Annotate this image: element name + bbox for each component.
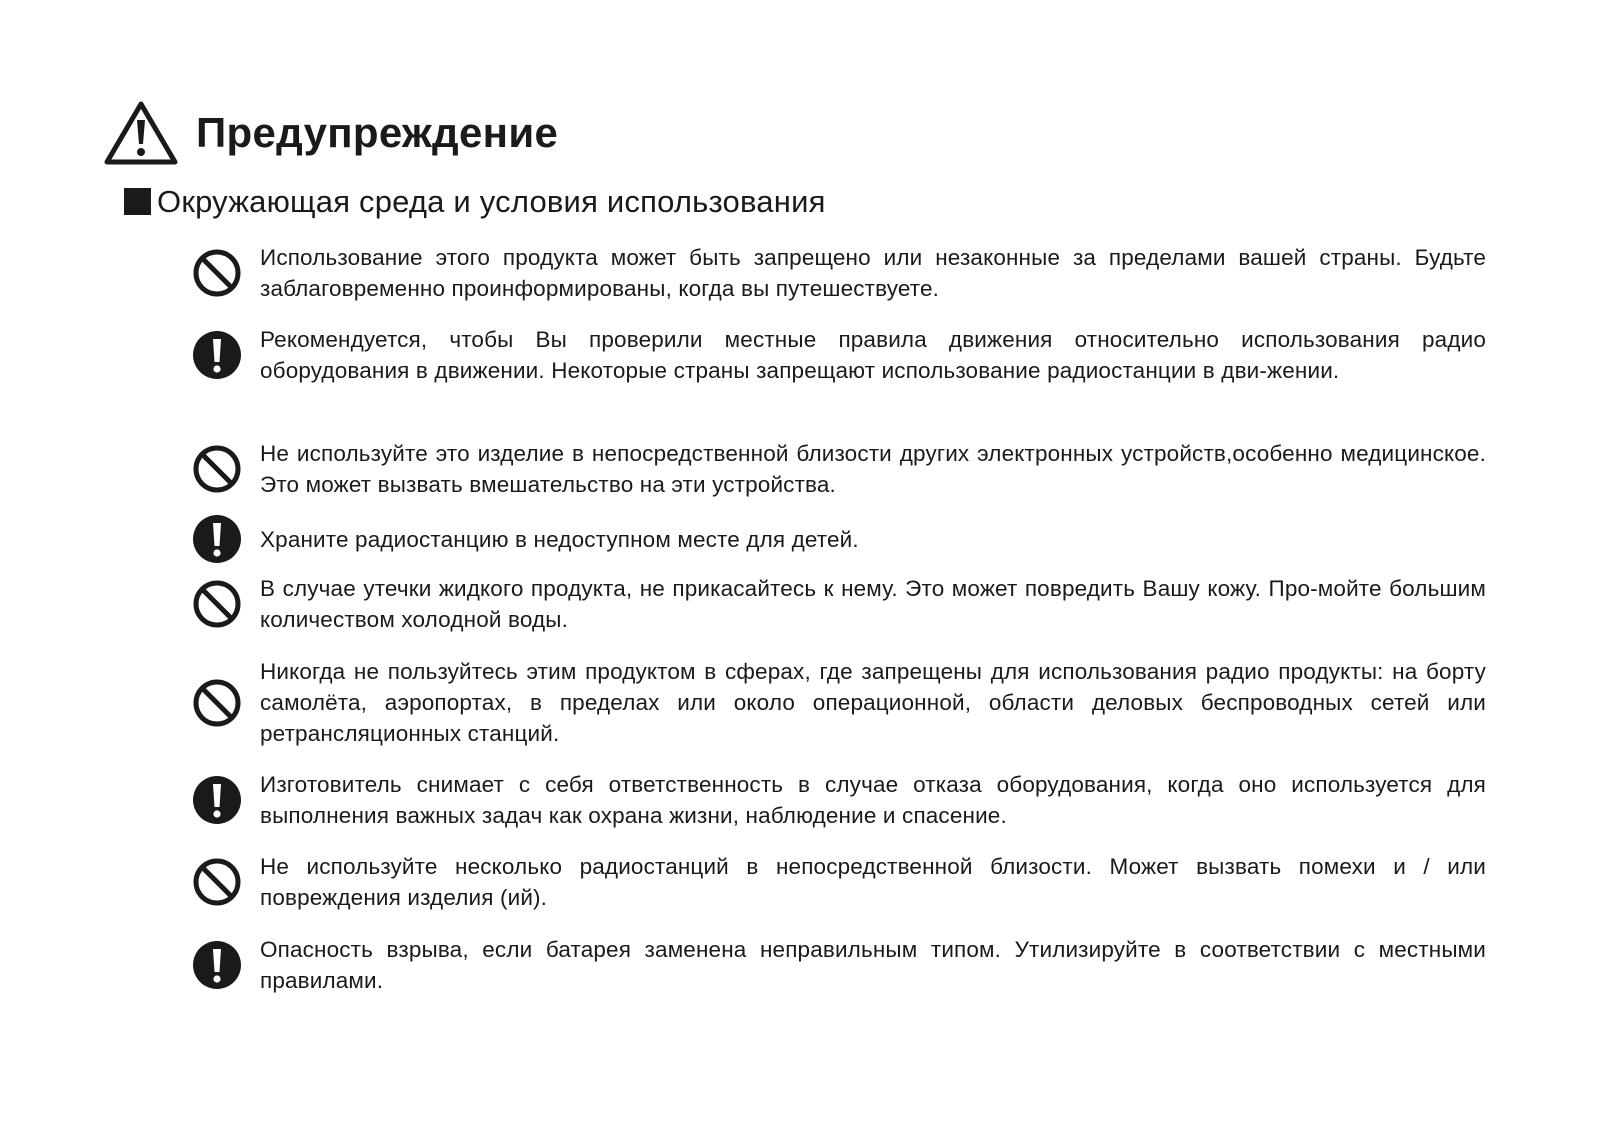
warning-triangle-icon	[104, 100, 178, 166]
section-title-text: Окружающая среда и условия использования	[157, 184, 826, 219]
warning-item	[192, 769, 1486, 831]
warning-item	[192, 851, 1486, 913]
warning-item	[192, 514, 1486, 564]
page-header	[104, 100, 558, 166]
exclamation-icon	[192, 330, 242, 380]
prohibition-icon	[192, 444, 242, 494]
warning-item-text: Рекомендуется, чтобы Вы проверили местные правила движения относительно использования радио оборудования в движении. Некоторые страны запрещают использование радиостанции в дви-жении.	[260, 327, 1486, 383]
prohibition-icon	[192, 579, 242, 629]
warning-item-text: Использование этого продукта может быть запрещено или незаконные за пределами вашей страны. Будьте заблаговременно проинформированы, когда вы путешествуете.	[260, 245, 1486, 301]
warning-item-text: Изготовитель снимает с себя ответственность в случае отказа оборудования, когда оно используется для выполнения важных задач как охрана жизни, наблюдение и спасение.	[260, 772, 1486, 828]
warning-item-text: Опасность взрыва, если батарея заменена неправильным типом. Утилизируйте в соответствии с местными правилами.	[260, 937, 1486, 993]
warning-item	[192, 573, 1486, 635]
warning-item-text: Никогда не пользуйтесь этим продуктом в сферах, где запрещены для использования радио продукты: на борту самолёта, аэропортах, в пределах или около операционной, области деловых беспроводных сетей или ретрансляционных станций.	[260, 659, 1486, 746]
page-title: Предупреждение	[196, 109, 559, 156]
warning-item	[192, 656, 1486, 749]
exclamation-icon	[192, 514, 242, 564]
warning-item-text: В случае утечки жидкого продукта, не прикасайтесь к нему. Это может повредить Вашу кожу. Про-мойте большим количеством холодной воды.	[260, 576, 1486, 632]
section-title	[124, 186, 826, 217]
warning-item-text: Не используйте несколько радиостанций в непосредственной близости. Может вызвать помехи и / или повреждения изделия (ий).	[260, 854, 1486, 910]
exclamation-icon	[192, 940, 242, 990]
prohibition-icon	[192, 678, 242, 728]
warning-item-text: Храните радиостанцию в недоступном месте для детей.	[260, 526, 859, 552]
warning-item	[192, 934, 1486, 996]
warning-item	[192, 242, 1486, 304]
warning-item	[192, 324, 1486, 386]
exclamation-icon	[192, 775, 242, 825]
prohibition-icon	[192, 248, 242, 298]
warning-item-text: Не используйте это изделие в непосредственной близости других электронных устройств,особенно медицинское. Это может вызвать вмешательство на эти устройства.	[260, 441, 1486, 497]
square-bullet-icon	[124, 188, 151, 215]
warning-item	[192, 438, 1486, 500]
prohibition-icon	[192, 857, 242, 907]
